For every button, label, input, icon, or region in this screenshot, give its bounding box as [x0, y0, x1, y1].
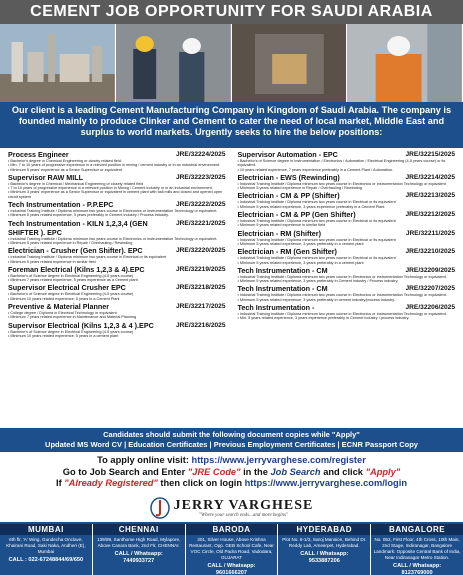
job-requirement: • Minimum 10 years related experience, 5 years in a Cement Plant [8, 296, 120, 301]
page-title: CEMENT JOB OPPORTUNITY FOR SAUDI ARABIA [0, 0, 463, 24]
job-entry [238, 191, 456, 209]
job-ref-code: JRE/32223/2025 [176, 173, 226, 181]
job-ref-code: JRE/32219/2025 [176, 265, 226, 273]
job-ref-code: JRE/32210/2025 [405, 248, 455, 256]
office-locations [0, 522, 463, 575]
job-requirement: • Bachelor's degree in Chemical Engineering or closely related field. [8, 159, 122, 163]
register-link[interactable]: https://www.jerryvarghese.com/register [191, 455, 366, 465]
job-requirement: • Minimum 5 years related experience, 3 years preferably in Cement industry / Process industry. [8, 213, 169, 218]
job-requirement: • Industrial Training Institute / Diploma minimum two years course in Electrical or its equivalent [237, 219, 396, 224]
job-requirement: • Bachelor's of Science degree in Instrumentation / Electronics / Automation / Electrical Engineering (4-5 years course) or its equivalent. [237, 159, 446, 168]
office-address: No. 052, First Floor, 4th Cross, 10th Main, 2nd Stage, Indiranagar, Bangalore Landmark: Opposite Central Bank of India, Near Indiranagar Metro Station. [373, 537, 461, 560]
job-title: Electrician - Crusher (Gen Shifter). EPC [8, 246, 143, 256]
job-ref-code: JRE/32222/2025 [176, 201, 226, 209]
job-ref-code: JRE/32207/2025 [405, 285, 455, 293]
job-requirement: • Minimum 10 years related experience, 5 years in a cement plant [8, 333, 119, 338]
job-ref-code: JRE/32215/2025 [405, 151, 455, 158]
job-title: Tech Instrumentation - CM [237, 284, 328, 294]
job-requirement: • Minimum 5 years related experience, 3 years preferably in a cement plant [237, 241, 364, 246]
office-call-label: CALL / Whatsapp: [300, 551, 349, 557]
job-requirement: • Minimum 3 years' experience as a Senior Supervisor or equivalent in cement plant with ball mills and closed and opened open circuit system [8, 190, 223, 199]
job-ref-code: JRE/32206/2025 [405, 304, 455, 312]
job-entry [8, 219, 226, 246]
job-column-left [8, 150, 232, 426]
job-requirement: • Industrial Training Institute / Diploma minimum two years course in Electronics or Instrumentation Technology or equivalent [237, 181, 446, 186]
job-title: Electrician - EWS (Rewinding) [237, 172, 340, 182]
job-title: Electrician - CM & PP (Gen Shifter) [237, 210, 356, 220]
job-title: Electrician - CM & PP (Shifter) [237, 191, 340, 201]
job-title: Tech Instrumentation - KILN 1,2,3,4 (GEN SHIFTER ). EPC [8, 218, 148, 237]
job-search-text: Job Search [270, 466, 321, 477]
office-address: 301, Silver House, Above Krishna Restaurant, Opp. GEB School Cafe, Near VOC Circle, Old Padra Road, Vadodara, GUJARAT [189, 537, 274, 560]
job-title: Supervisor Electrical (Kilns 1,2,3 & 4 ).EPC [8, 320, 154, 330]
job-entry [8, 246, 226, 264]
job-entry [238, 150, 456, 172]
office-call-label: CALL / Whatsapp: [207, 563, 256, 569]
logo-name: JERRY VARGHESE [173, 497, 314, 513]
job-ref-code: JRE/32220/2025 [176, 247, 226, 255]
office-phone: 7449933727 [123, 558, 155, 564]
photo-strip [0, 24, 463, 102]
job-ref-code: JRE/32218/2025 [176, 284, 226, 292]
engineer-photo [347, 24, 463, 102]
documents-intro: Candidates should submit the following document copies while "Apply" [103, 430, 360, 439]
job-requirement: • Minimum 5 years related experience in Repair / Overhauling / Rewinding [8, 240, 133, 245]
job-requirement: • Industrial Training Institute / Diploma minimum two years course in Electrical or its equivalent [237, 256, 396, 261]
office-phone: 8123769000 [401, 570, 433, 575]
job-ref-code: JRE/32211/2025 [405, 229, 455, 237]
job-entry [8, 321, 226, 339]
office-baroda [186, 524, 279, 575]
apply-line-3-text: If [56, 478, 65, 488]
job-title: Supervisor RAW MILL [8, 172, 84, 182]
office-call-label: CALL / Whatsapp: [114, 551, 163, 557]
job-title: Tech Instrumentation - [237, 303, 315, 313]
job-requirement: • Min. 7 to 10 years of progressive experience in a relevant position in mining / cement industry or in an industrial environment. [8, 163, 221, 168]
job-ref-code: JRE/32217/2025 [176, 303, 226, 311]
apply-line-2-text: Go to Job Search and Enter [62, 466, 188, 477]
login-link[interactable]: https://www.jerryvarghese.com/login [244, 478, 407, 488]
job-requirement: • Minimum 5 years related experience in Repair / Overhauling / Rewinding [237, 186, 362, 191]
office-address: Plot No. 6-1/2, Saroj Mansion, Behind Dr. Reddy Lab, Ameerpet, Hyderabad. [282, 537, 367, 548]
apply-line-2-mid: in the [240, 466, 271, 477]
job-requirement: • College degree / Diploma in Electrical Technology or equivalent [8, 311, 117, 316]
job-entry [238, 284, 456, 302]
job-title: Tech Instrumentation - CM [237, 265, 328, 275]
job-title: Supervisor Electrical Crusher EPC [8, 283, 126, 293]
electrician-photo [232, 24, 348, 102]
office-chennai [93, 524, 186, 575]
office-city: BANGALORE [371, 524, 463, 535]
logo-mark-icon [150, 497, 170, 519]
job-requirement: • Bachelor's of Science degree in Electrical Engineering (4-5 years course) [8, 292, 134, 297]
job-ref-code: JRE/32209/2025 [405, 266, 455, 274]
job-entry [8, 265, 226, 283]
job-requirement: • Industrial Training Institute / Diploma minimum two years course in Electrical or its equivalent [237, 200, 396, 205]
job-entry [238, 303, 456, 321]
apply-text: "Apply" [365, 466, 401, 477]
apply-line-3 [0, 478, 463, 490]
job-ref-code: JRE/32214/2025 [405, 173, 455, 181]
job-requirement: • Min. 5 years related experience, 3 years experience preferably in Cement industry / process industry. [237, 316, 410, 321]
office-hyderabad [278, 524, 371, 575]
job-requirement: • Industrial Training Institute / Diploma minimum two years course in Electrical or its equivalent [8, 255, 167, 260]
job-requirement: • Minimum 5 years related experience, 3 years preferably in a cement plant [237, 260, 364, 265]
apply-line-1-text: To apply online visit: [97, 455, 192, 465]
office-address: 6th flr, 'A' Wing, Gundecha Onclave, Khairani Road, Saki Naka, Andheri (E), Mumbai [6, 537, 86, 554]
already-registered-text: "Already Registered" [64, 478, 158, 488]
job-requirement: • Industrial Training Institute / Diploma minimum two years course in Electrical or its equivalent [237, 237, 396, 242]
job-requirement: • Minimum 5 years related experience in similar field [237, 223, 326, 228]
job-entry [238, 266, 456, 284]
job-entry [8, 283, 226, 301]
cement-plant-photo [0, 24, 116, 102]
job-requirement: • Minimum 5 years related experience, 3 years experience preferably in a Cement Plant [237, 204, 385, 209]
job-column-right [232, 150, 456, 426]
job-listings [0, 148, 463, 426]
job-title: Preventive & Material Planner [8, 302, 110, 312]
job-requirement: • Industrial Training Institute / Diploma minimum two years course in Electronics or Instrumentation Technology or equivalent. [237, 312, 447, 317]
logo-tagline: "Where your search ends...and more begins" [198, 512, 289, 518]
documents-banner [0, 428, 463, 452]
apply-line-2 [0, 467, 463, 479]
job-ref-code: JRE/32213/2025 [405, 192, 455, 200]
apply-instructions [0, 452, 463, 494]
job-requirement: • Bachelor's of Science degree in Electrical Engineering (4-5 years course) [8, 273, 134, 278]
job-requirement: • Industrial Training Institute / Diploma minimum two years course in Electronics or Instrumentation Technology or equivalent. [8, 209, 218, 214]
office-bangalore [371, 524, 463, 575]
job-title: Foreman Electrical (Kilns 1,2,3 & 4).EPC [8, 264, 145, 274]
job-requirement: • 7 to 10 years of progressive experience in a relevant position in Mining / Cement industry or in an industrial environment. [8, 186, 213, 191]
job-title: Process Engineer [8, 150, 69, 159]
job-entry [238, 229, 456, 247]
job-requirement: • Minimum 5 years related experience in similar field [8, 259, 96, 264]
company-logo [0, 494, 463, 522]
job-entry [8, 173, 226, 199]
apply-line-2-end: and click [320, 466, 366, 477]
job-entry [238, 173, 456, 191]
office-phone: 9533887206 [308, 558, 340, 564]
job-entry [238, 210, 456, 228]
job-requirement: • Minimum 5 years related experience, 3 years preferably in Cement industry / Process industry. [237, 279, 399, 284]
office-mumbai [0, 524, 93, 575]
job-requirement: • Bachelor's degree in Chemical / Mechanical Engineering or closely related field [8, 181, 144, 186]
apply-line-3-mid: then click on login [157, 478, 245, 488]
office-address: 139/89, Santhome High Road, Mylapore, Above Canara Bank, 2nd Flr, CHENNAI. [97, 537, 181, 548]
job-requirement: • Minimum 7 years related experience, 5 years experience as a Cement plant [8, 278, 138, 283]
intro-text: Our client is a leading Cement Manufacturing Company in Kingdom of Saudi Arabia. The company is founded mainly to produce Clinker and Cement to cater the need of local market, Middle East and surplus to world markets. Urgently seeks to hire the below positions: [0, 102, 463, 148]
job-title: Tech Instrumentation - P.P.EPC [8, 200, 114, 210]
jre-code-text: "JRE Code" [187, 466, 241, 477]
office-city: HYDERABAD [278, 524, 370, 535]
job-ref-code: JRE/32216/2025 [176, 321, 226, 329]
apply-line-1 [0, 455, 463, 467]
job-requirement: • Minimum 5 years' experience as a Senior Supervisor or equivalent. [8, 167, 123, 172]
job-requirement: • Industrial Training Institute / Diploma minimum two years course in Electronics or Instrumentation Technology or equivalent. [8, 236, 218, 241]
workers-photo [116, 24, 232, 102]
job-requirement: • Minimum 7 years related experience in Maintenance and Material Planning [8, 315, 137, 320]
job-requirement: • Industrial Training Institute / Diploma minimum two years course in Electronics or Instrumentation Technology or equivalent. [237, 293, 447, 298]
job-requirement: • Minimum 5 years related experience, 3 years preferably in cement industry/process industry. [237, 297, 395, 302]
job-entry [8, 200, 226, 218]
job-entry [8, 150, 226, 172]
job-ref-code: JRE/32212/2025 [405, 211, 455, 219]
job-requirement: • Industrial Training Institute / Diploma minimum two years course in Electronics or Instrumentation Technology or equivalent. [237, 274, 447, 279]
office-call-label: CALL : 022-67248844/69/650 [8, 557, 84, 563]
job-title: Electrician - RM (Shifter) [237, 228, 321, 238]
job-entry [238, 247, 456, 265]
office-city: CHENNAI [93, 524, 185, 535]
job-entry [8, 302, 226, 320]
office-city: MUMBAI [0, 524, 92, 535]
job-requirement: • 10 years related experience, 7 years experience preferably in a Cement Plant / Automation. [237, 167, 394, 172]
office-city: BARODA [186, 524, 278, 535]
job-ref-code: JRE/32221/2025 [176, 219, 226, 227]
office-call-label: CALL / Whatsapp: [393, 563, 442, 569]
job-title: Electrician - RM (Gen Shifter) [237, 247, 337, 257]
documents-list: Updated MS Word CV | Education Certificates | Previous Employment Certificates | ECNR Passport Copy [45, 440, 418, 449]
job-requirement: • Bachelor's of Science degree in Electrical Engineering (4-5 years course) [8, 329, 134, 334]
office-phone: 9601666207 [215, 570, 248, 575]
job-ref-code: JRE/32224/2025 [176, 151, 226, 158]
job-title: Supervisor Automation - EPC [237, 150, 338, 159]
